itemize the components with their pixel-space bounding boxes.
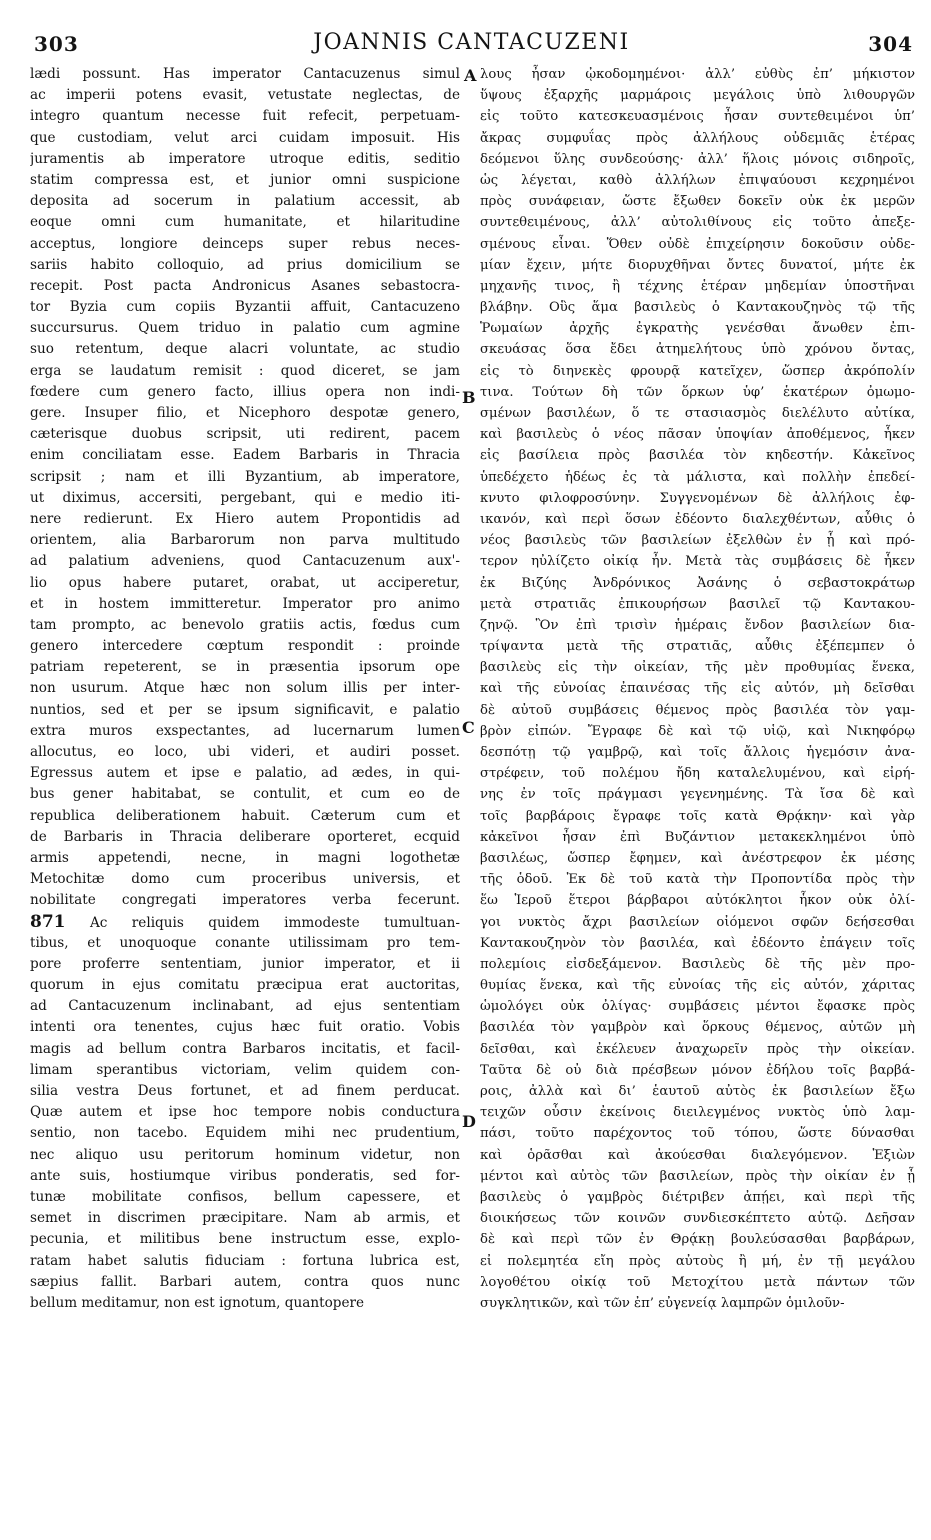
greek-text-line: Καντακουζηνὸν τὸν βασιλέα, καὶ ἐδέοντο ἐπάγειν τοῖς — [480, 935, 915, 951]
latin-text-line: armis appetendi, necne, in magni logothetæ — [30, 849, 460, 866]
greek-text-line: ὕψους ἐξαρχῆς μαρμάροις μεγάλοις ὑπὸ λιθουργῶν — [480, 88, 915, 104]
greek-text-line: βασιλεὺς εἰς τὴν οἰκείαν, τῆς μὲν προθυμίας ἕνεκα, — [480, 660, 915, 676]
greek-text-line: διοικήσεως τῶν κοινῶν συνδιεσκέπτετο αὐτῷ. Δεῆσαν — [480, 1211, 915, 1227]
greek-text-line: δεῖσθαι, καὶ ἐκέλευεν ἀναχωρεῖν πρὸς τὴν οἰκείαν. — [480, 1041, 915, 1057]
greek-text-line: καὶ τῆς εὐνοίας ἐπαινέσας τῆς εἰς αὐτόν, μὴ δεῖσθαι — [480, 681, 915, 697]
greek-text-line: ἐκ Βιζύης Ἀνδρόνικος Ἀσάνης ὁ σεβαστοκράτωρ — [480, 575, 915, 591]
latin-text-line: integro quantum necesse fuit refecit, perpetuam- — [30, 108, 460, 125]
latin-text-line: deposita ad socerum in palatium accessit, ab — [30, 193, 460, 210]
greek-text-line: ἕω Ἱεροῦ ἕτεροι βάρβαροι αὐτόκλητοι ἧκον οὐκ ὀλί- — [480, 893, 915, 909]
latin-text-line: scripsit ; nam et illi Byzantium, ab imperatore, — [30, 468, 460, 485]
greek-text-line: μίαν ἔχειν, μήτε διορυχθῆναι ὄντες δυνατοί, μήτε ἐκ — [480, 257, 915, 273]
page-number-left: 303 — [34, 32, 79, 56]
greek-text-line: ζηνῷ. Ὃν ἐπὶ τρισὶν ἡμέραις ἔνδον βασιλείων δια- — [480, 617, 915, 633]
latin-text-line: tibus, et unoquoque conante utilissimam pro tem- — [30, 934, 460, 951]
greek-text-line: συντεθειμένους, ἀλλ’ αὐτολιθίνους εἰς τοῦτο ἀπεξε- — [480, 215, 915, 231]
margin-marker-d: D — [462, 1112, 476, 1131]
latin-text-line: limam sperantibus victoriam, velim quidem con- — [30, 1061, 460, 1078]
latin-text-line: Quæ autem et ipse hoc tempore nobis conductura — [30, 1104, 460, 1121]
latin-text-line: allocutus, eo loco, ubi videri, et audiri posset. — [30, 744, 460, 760]
page-header — [30, 28, 913, 62]
greek-text-line: σμένων βασιλέων, ὅ τε στασιασμὸς διελέλυτο αὐτίκα, — [480, 406, 915, 421]
latin-text-line: de Barbaris in Thracia deliberare oporteret, ecquid — [30, 828, 460, 845]
latin-text-line: bellum meditamur, non est ignotum, quantopere — [30, 1294, 365, 1311]
greek-text-line: βλάβην. Οὓς ἅμα βασιλεὺς ὁ Καντακουζηνὸς τῷ τῆς — [480, 300, 915, 316]
greek-text-line: δεόμενοι ὕλης συνδεούσης· ἀλλ’ ἥλοις μόνοις σιδηροῖς, — [480, 151, 915, 167]
greek-text-line: ἄκρας συμφυΐας πρὸς ἀλλήλους οὐδεμιᾶς ἑτέρας — [480, 130, 915, 146]
latin-text-line: semet in discrimen præcipitare. Nam ab armis, et — [30, 1210, 460, 1227]
latin-text-line: et in hostem immitteretur. Imperator pro animo — [30, 595, 460, 612]
latin-text-line: silia vestra Deus fortunet, et ad finem perducat. — [30, 1083, 460, 1099]
greek-text-line: καὶ βασιλεὺς ὁ νέος πᾶσαν ὑποψίαν ἀποθέμενος, ἧκεν — [480, 427, 915, 443]
latin-text-line: nere redierunt. Ex Hiero autem Propontidis ad — [30, 510, 460, 527]
latin-text-line: intenti ora tenentes, cujus hæc fuit oratio. Vobis — [30, 1019, 460, 1036]
greek-text-line: βασιλεὺς ὁ γαμβρὸς διέτριβεν ἀπῄει, καὶ περὶ τῆς — [480, 1189, 915, 1205]
greek-text-line: κἀκεῖνοι ἦσαν ἐπὶ Βυζάντιον μετακεκλημένοι ὑπὸ — [480, 829, 915, 845]
latin-text-line: statim compressa est, et junior omni suspicione — [30, 171, 460, 188]
greek-text-line: καὶ ὁρᾶσθαι καὶ ἀκούεσθαι διαλεγόμενον. Ἐξιὼν — [480, 1147, 915, 1163]
greek-text-line: λογοθέτου οἰκίᾳ τοῦ Μετοχίτου μετὰ πάντων τῶν — [480, 1274, 915, 1290]
latin-text-line: patriam repeterent, se in præsentia ipsorum ope — [30, 659, 460, 676]
greek-text-line: Ῥωμαίων ἀρχῆς ἐγκρατὴς γενέσθαι ἄνωθεν ἐπι- — [480, 321, 915, 337]
greek-text-line: ροις, ἀλλὰ καὶ δι’ ἑαυτοῦ αὐτὸς ἐκ βασιλείων ἔξω — [480, 1084, 915, 1099]
section-number: 871 — [30, 911, 66, 932]
greek-text-line: μετὰ στρατιᾶς ἐπικουρήσων βασιλεῖ τῷ Καντακου- — [480, 596, 915, 612]
greek-text-line: συγκλητικῶν, καὶ τῶν ἐπ’ εὐγενείᾳ λαμπρῶν ὁμιλοῦν- — [480, 1295, 845, 1311]
greek-text-line: νης ἐν τοῖς πράγμασι γεγενημένης. Τὰ ἴσα δὲ καὶ — [480, 787, 915, 803]
greek-text-line: δεσπότῃ τῷ γαμβρῷ, καὶ τοῖς ἄλλοις ἡγεμόσιν ἀνα- — [480, 745, 915, 760]
latin-text-line: sariis habito colloquio, ad prius domicilium se — [30, 256, 460, 273]
greek-text-line: τινα. Τούτων δὴ τῶν ὅρκων ὑφ’ ἑκατέρων ὀμωμο- — [480, 384, 915, 400]
greek-text-line: θυμίας ἕνεκα, καὶ τῆς εὐνοίας τῆς εἰς αὐτόν, χάριτας — [480, 978, 915, 994]
greek-text-line: σμένους εἶναι. Ὅθεν οὐδὲ ἐπιχείρησιν δοκοῦσιν οὐδε- — [480, 236, 915, 252]
latin-text-line: bus gener habitabat, se contulit, et cum eo de — [30, 786, 460, 803]
latin-text-line: quorum in ejus comitatu præcipua erat auctoritas, — [30, 977, 460, 994]
latin-text-line: gere. Insuper filio, et Nicephoro despotæ genero, — [30, 405, 460, 421]
latin-text-line: Egressus autem et ipse e palatio, ad ædes, in qui- — [30, 765, 460, 782]
margin-marker-b: B — [462, 388, 476, 407]
latin-text-line: ad Cantacuzenum inclinabant, ad ejus sententiam — [30, 998, 460, 1015]
greek-text-line: βασιλέως, ὥσπερ ἔφημεν, καὶ ἀνέστρεφον ἐκ μέσης — [480, 850, 915, 866]
latin-text-line: extra muros exspectantes, ad lucernarum lumen — [30, 722, 460, 739]
greek-text-line: ικανόν, καὶ περὶ ὅσων ἐδέοντο διαλεχθέντων, αὖθις ὁ — [480, 511, 915, 527]
latin-column — [30, 64, 460, 1314]
greek-text-line: πρὸς συνάφειαν, ὥστε ἔξωθεν δοκεῖν οὐκ ἐκ μερῶν — [480, 194, 915, 210]
greek-text-line: σκευάσας ὅσα ἔδει ἀτημελήτους ὑπὸ χρόνου ὄντας, — [480, 342, 915, 358]
running-title: JOANNIS CANTACUZENI — [313, 30, 630, 55]
latin-text-line: eoque omni cum humanitate, et hilaritudine — [30, 214, 460, 231]
latin-text-line: ratam habet salutis fiduciam : fortuna lubrica est, — [30, 1252, 460, 1269]
greek-text-line: εἰ πολεμητέα εἴη πρὸς αὐτοὺς ἢ μή, ἐν τῇ μεγάλου — [480, 1253, 915, 1269]
greek-text-line: νέος βασιλεὺς τῶν βασιλείων ἐξελθὼν ἐν ᾗ καὶ πρό- — [480, 533, 915, 549]
greek-text-line: τοῖς βαρβάροις ἔγραφε τοῖς κατὰ Θρᾴκην· καὶ γὰρ — [480, 808, 915, 824]
latin-text-line: nuntios, sed et per se ipsum significavit, e palatio — [30, 701, 460, 718]
latin-line-text: Ac reliquis quidem immodeste tumultuan- — [89, 914, 460, 931]
greek-text-line: πάσι, τοῦτο παρέχοντος τοῦ τόπου, ὥστε δύνασθαι — [480, 1126, 915, 1142]
latin-text-line: recepit. Post pacta Andronicus Asanes sebastocra- — [30, 277, 460, 294]
margin-marker-c: C — [462, 718, 475, 737]
latin-text-line: succursurus. Quem triduo in palatio cum agmine — [30, 320, 460, 337]
greek-text-line: ὡς λέγεται, καθὸ ἀλλήλων ἐπιψαύουσι κεχρημένοι — [480, 172, 915, 188]
latin-text-line: magis ad bellum contra Barbaros incitatis, et facil- — [30, 1040, 460, 1057]
latin-text-line: non usurum. Atque hæc non solum illis per inter- — [30, 680, 460, 697]
greek-text-line: γοι νυκτὸς ἄχρι βασιλείων οἰόμενοι σφῶν δεήσεσθαι — [480, 914, 915, 930]
greek-text-line: δὲ καὶ περὶ τῶν ἐν Θρᾴκῃ βουλεύσασθαι βαρβάρων, — [480, 1232, 915, 1248]
greek-text-line: εἰς βασίλεια πρὸς βασιλέα τὸν κηδεστήν. Κἀκεῖνος — [480, 448, 915, 464]
greek-text-line: βρὸν εἰπών. Ἔγραφε δὲ καὶ τῷ υἱῷ, καὶ Νικηφόρῳ — [480, 723, 915, 739]
page-number-right: 304 — [868, 32, 913, 56]
latin-text-line: cæterisque duobus scripsit, uti redirent, pacem — [30, 426, 460, 443]
latin-text-line: tor Byzia cum copiis Byzantii affuit, Cantacuzeno — [30, 299, 460, 316]
greek-text-line: στρέφειν, τοῦ πολέμου ἤδη καταλελυμένου, καὶ εἰρή- — [480, 766, 915, 782]
latin-text-line: sentio, non tacebo. Equidem mihi nec prudentium, — [30, 1125, 460, 1142]
latin-text-line: suo retentum, deque alacri voluntate, ac studio — [30, 341, 460, 358]
greek-text-line: ὑπεδέχετο ἡδέως ἐς τὰ μάλιστα, καὶ πολλὴν ἐπεδεί- — [480, 469, 915, 485]
greek-text-line: μηχανῆς τινος, ἢ τέχνης ἑτέραν μηδεμίαν ὑποστῆναι — [480, 278, 915, 294]
latin-text-line: ac imperii potens evasit, vetustate neglectas, de — [30, 87, 460, 104]
latin-text-line: ad palatium adveniens, quod Cantacuzenum aux'- — [30, 553, 460, 570]
greek-text-line: δὲ αὐτοῦ συμβάσεις θέμενος πρὸς βασιλέα τὸν γαμ- — [480, 702, 915, 718]
greek-text-line: τρίψαντα μετὰ τῆς στρατιᾶς, αὖθις ἐξέπεμπεν ὁ — [480, 639, 915, 655]
latin-text-line: acceptus, longiore deinceps super rebus neces- — [30, 235, 460, 252]
margin-marker-a: A — [464, 66, 477, 85]
latin-text-line: juramentis ab imperatore utroque editis, seditio — [30, 150, 460, 167]
latin-text-line: erga se laudatum remisit : quod diceret, se jam — [30, 362, 460, 379]
latin-text-line: nec aliquo usu peritorum hominum videtur, non — [30, 1146, 460, 1163]
greek-text-line: Ταῦτα δὲ οὐ διὰ πρέσβεων μόνον ἐδήλου τοῖς βαρβά- — [480, 1062, 915, 1078]
greek-text-line: μέντοι καὶ αὐτὸς τῶν βασιλείων, πρὸς τὴν οἰκίαν ἐν ᾗ — [480, 1168, 915, 1184]
latin-text-line: orientem, alia Barbarorum non parva multitudo — [30, 532, 460, 549]
greek-text-line: βασιλέα τὸν γαμβρὸν καὶ ὅρκους θέμενος, αὐτῶν μὴ — [480, 1020, 915, 1036]
greek-column — [480, 64, 915, 1314]
latin-text-line: republica deliberationem habuit. Cæterum cum et — [30, 807, 460, 824]
latin-text-line: ut diximus, accersiti, pergebant, qui e medio iti- — [30, 489, 460, 506]
latin-text-line: pore proferre sententiam, junior imperator, et ii — [30, 955, 460, 972]
latin-text-line: lio opus habere putaret, orabat, ut acciperetur, — [30, 574, 460, 591]
greek-text-line: τειχῶν οὖσιν ἐκείνοις διειλεγμένος νυκτὸς ὑπὸ λαμ- — [480, 1105, 915, 1121]
latin-text-line: sæpius fallit. Barbari autem, contra quos nunc — [30, 1273, 460, 1290]
greek-text-line: λους ἦσαν ᾠκοδομημένοι· ἀλλ’ εὐθὺς ἐπ’ μήκιστον — [480, 67, 915, 82]
greek-text-line: ὡμολόγει οὐκ ὀλίγας· συμβάσεις μέντοι ἔφασκε πρὸς — [480, 999, 915, 1015]
greek-text-line: πολεμίοις εἰσδεξάμενον. Βασιλεὺς δὲ τῆς μὲν προ- — [480, 956, 915, 972]
greek-text-line: εἰς τὸ διηνεκὲς φρουρᾷ κατεῖχεν, ὥσπερ ἀκρόπολίν — [480, 363, 915, 379]
latin-text-line: genero intercedere cœptum respondit : proinde — [30, 638, 460, 655]
greek-text-line: εἰς τοῦτο κατεσκευασμένοις ἦσαν συντεθειμένοι ὑπ’ — [480, 109, 915, 125]
greek-text-line: τῆς ὁδοῦ. Ἐκ δὲ τοῦ κατὰ τὴν Προποντίδα πρὸς τὴν — [480, 872, 915, 888]
latin-text-line: ante suis, hostiumque viribus ponderatis, sed for- — [30, 1167, 460, 1184]
greek-text-line: κνυτο φιλοφροσύνην. Συγγενομένων δὲ ἀλλήλοις ἐφ- — [480, 490, 915, 506]
greek-text-line: τερον ηὐλίζετο οἰκίᾳ ἦν. Μετὰ τὰς συμβάσεις δὲ ἧκεν — [480, 554, 915, 570]
latin-text-line: lædi possunt. Has imperator Cantacuzenus simul — [30, 66, 460, 82]
latin-text-line: Metochitæ domo cum proceribus universis, et — [30, 871, 460, 888]
latin-text-line: que custodiam, velut arci cuidam imposuit. His — [30, 129, 460, 146]
latin-text-line: tunæ mobilitate confisos, bellum capessere, et — [30, 1188, 460, 1205]
latin-text-line: pecunia, et militibus bene instructum esse, explo- — [30, 1231, 460, 1248]
latin-text-line — [30, 912, 460, 933]
latin-text-line: enim conciliatam esse. Eadem Barbaris in Thracia — [30, 447, 460, 464]
latin-text-line: tam prompto, ac benevolo gratiis actis, fœdus cum — [30, 616, 460, 633]
latin-text-line: fœdere cum genero facto, illius opera non indi- — [30, 383, 460, 400]
latin-text-line: nobilitate congregati imperatores verba fecerunt. — [30, 892, 460, 909]
